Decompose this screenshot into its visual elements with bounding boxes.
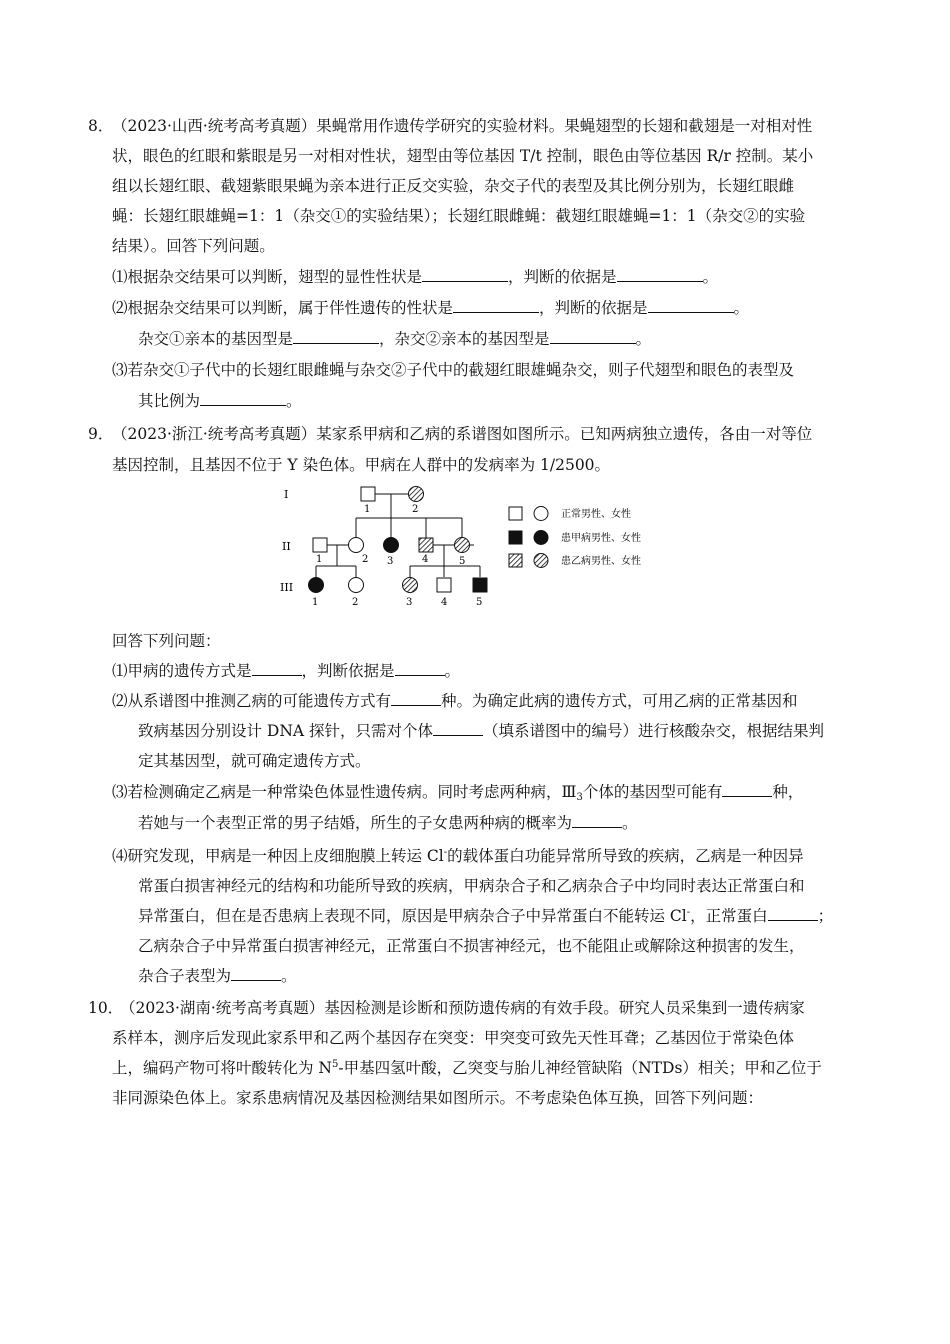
- generation-label: II: [282, 540, 291, 553]
- answer-blank[interactable]: [550, 329, 636, 344]
- answer-blank[interactable]: [433, 721, 483, 736]
- q9-sub3: ⑶若检测确定乙病是一种常染色体显性遗传病。同时考虑两种病，$Ⅲ_3$个体的基因型可能有 种，: [112, 783, 804, 803]
- q9-sub1: ⑴甲病的遗传方式是 ，判断依据是 。: [112, 662, 461, 680]
- q8-sub1: ⑴根据杂交结果可以判断，翅型的显性性状是 ，判断的依据是 。: [112, 268, 719, 286]
- pedigree-disease-a-female: [309, 578, 324, 593]
- pedigree-number: 1: [312, 597, 319, 608]
- generation-label: III: [280, 581, 294, 594]
- legend-label: 患甲病男性、女性: [561, 533, 641, 544]
- answer-blank[interactable]: [722, 782, 772, 797]
- pedigree-disease-b-male: [419, 538, 433, 552]
- q8-sub3: ⑶若杂交①子代中的长翅红眼雌蝇与杂交②子代中的截翅红眼雄蝇杂交，则子代翅型和眼色的表型及: [112, 361, 795, 379]
- answer-blank[interactable]: [391, 691, 441, 706]
- answer-blank[interactable]: [617, 267, 703, 282]
- answer-blank[interactable]: [252, 661, 302, 676]
- q9-sub4-cont: 杂合子表型为 。: [138, 967, 297, 985]
- q9-stem-line: 基因控制，且基因不位于 Y 染色体。甲病在人群中的发病率为 1/2500。: [112, 456, 611, 474]
- legend-label: 正常男性、女性: [561, 509, 631, 520]
- pedigree-disease-b-female: [403, 578, 418, 593]
- pedigree-normal-male: [313, 538, 327, 552]
- answer-blank[interactable]: [422, 267, 508, 282]
- pedigree-legend: [509, 507, 641, 568]
- pedigree-number: 1: [316, 554, 323, 565]
- pedigree-number: 2: [362, 554, 369, 565]
- pedigree-normal-female: [349, 578, 364, 593]
- q8-sub3-cont: 其比例为 。: [138, 392, 302, 410]
- pedigree-number: 3: [387, 556, 394, 567]
- q9-sub4-cont: 异常蛋白，但在是否患病上表现不同，原因是甲病杂合子中异常蛋白不能转运 Cl-，正常蛋白 ；: [138, 907, 834, 925]
- pedigree-normal-male: [361, 487, 375, 501]
- answer-blank[interactable]: [293, 329, 379, 344]
- q10-stem-line: 系样本，测序后发现此家系甲和乙两个基因存在突变：甲突变可致先天性耳聋；乙基因位于常染色体: [112, 1029, 795, 1047]
- pedigree-number: 3: [406, 597, 413, 608]
- q9-sub3-cont: 若她与一个表型正常的男子结婚，所生的子女患两种病的概率为 。: [138, 814, 638, 832]
- answer-blank[interactable]: [395, 661, 445, 676]
- q8-stem-line: 状，眼色的红眼和紫眼是另一对相对性状，翅型由等位基因 T/t 控制，眼色由等位基因 R/r 控制。某小: [112, 147, 814, 165]
- pedigree-number: 5: [459, 556, 466, 567]
- q8-sub2-cont: 杂交①亲本的基因型是 ，杂交②亲本的基因型是 。: [138, 330, 652, 348]
- answer-blank[interactable]: [200, 391, 286, 406]
- q8-stem-line: （2023·山西·统考高考真题）果蝇常用作遗传学研究的实验材料。果蝇翅型的长翅和截翅是一对相对性: [112, 117, 813, 135]
- q9-sub2: ⑵从系谱图中推测乙病的可能遗传方式有 种。为确定此病的遗传方式，可用乙病的正常基因和: [112, 692, 798, 710]
- pedigree-number: 1: [364, 504, 371, 515]
- q8-sub2: ⑵根据杂交结果可以判断，属于伴性遗传的性状是 ，判断的依据是 。: [112, 299, 750, 317]
- question-10-number: 10．: [88, 999, 124, 1017]
- answer-blank[interactable]: [768, 906, 818, 921]
- q9-intro: 回答下列问题：: [112, 632, 221, 650]
- pedigree-disease-b-female: [409, 487, 424, 502]
- q9-stem-line: （2023·浙江·统考高考真题）某家系甲病和乙病的系谱图如图所示。已知两病独立遗传，各由一对等位: [112, 425, 813, 443]
- q9-sub2-cont: 致病基因分别设计 DNA 探针，只需对个体 （填系谱图中的编号）进行核酸杂交，根据结果判: [138, 722, 825, 740]
- answer-blank[interactable]: [453, 298, 539, 313]
- q10-stem-line: 上，编码产物可将叶酸转化为 $N^5-$甲基四氢叶酸，乙突变与胎儿神经管缺陷（NTDs）相关；甲和乙位于: [112, 1059, 822, 1077]
- pedigree-diagram: [278, 478, 678, 618]
- question-8-number: 8．: [88, 117, 114, 135]
- pedigree-disease-a-male: [473, 578, 487, 592]
- pedigree-normal-female: [349, 538, 364, 553]
- q10-stem-line: （2023·湖南·统考高考真题）基因检测是诊断和预防遗传病的有效手段。研究人员采集到一遗传病家: [120, 999, 805, 1017]
- legend-label: 患乙病男性、女性: [561, 556, 641, 567]
- q10-stem-line: 非同源染色体上。家系患病情况及基因检测结果如图所示。不考虑染色体互换，回答下列问题：: [112, 1089, 764, 1107]
- pedigree-disease-b-female: [455, 538, 470, 553]
- q9-sub2-cont: 定其基因型，就可确定遗传方式。: [138, 752, 371, 770]
- question-9-number: 9．: [88, 425, 114, 443]
- q8-stem-line: 结果）。回答下列问题。: [112, 237, 275, 255]
- pedigree-number: 5: [476, 597, 483, 608]
- pedigree-disease-a-female: [384, 538, 399, 553]
- q9-sub4-cont: 常蛋白损害神经元的结构和功能所导致的疾病，甲病杂合子和乙病杂合子中均同时表达正常蛋白和: [138, 877, 805, 895]
- pedigree-number: 4: [422, 554, 429, 565]
- generation-label: I: [284, 488, 289, 501]
- answer-blank[interactable]: [648, 298, 734, 313]
- answer-blank[interactable]: [572, 813, 622, 828]
- q9-sub4-cont: 乙病杂合子中异常蛋白损害神经元，正常蛋白不损害神经元，也不能阻止或解除这种损害的发生，: [138, 937, 805, 955]
- pedigree-number: 4: [441, 597, 448, 608]
- q9-sub4: ⑷研究发现，甲病是一种因上皮细胞膜上转运 Cl-的载体蛋白功能异常所导致的疾病，乙病是一种因异: [112, 847, 804, 865]
- pedigree-normal-male: [437, 578, 451, 592]
- answer-blank[interactable]: [231, 966, 281, 981]
- pedigree-number: 2: [352, 597, 359, 608]
- q8-stem-line: 组以长翅红眼、截翅紫眼果蝇为亲本进行正反交实验，杂交子代的表型及其比例分别为，长翅红眼雌: [112, 177, 795, 195]
- q8-stem-line: 蝇：长翅红眼雄蝇=1：1（杂交①的实验结果）；长翅红眼雌蝇：截翅红眼雄蝇=1：1（杂交②的实验: [112, 207, 806, 225]
- pedigree-number: 2: [412, 504, 419, 515]
